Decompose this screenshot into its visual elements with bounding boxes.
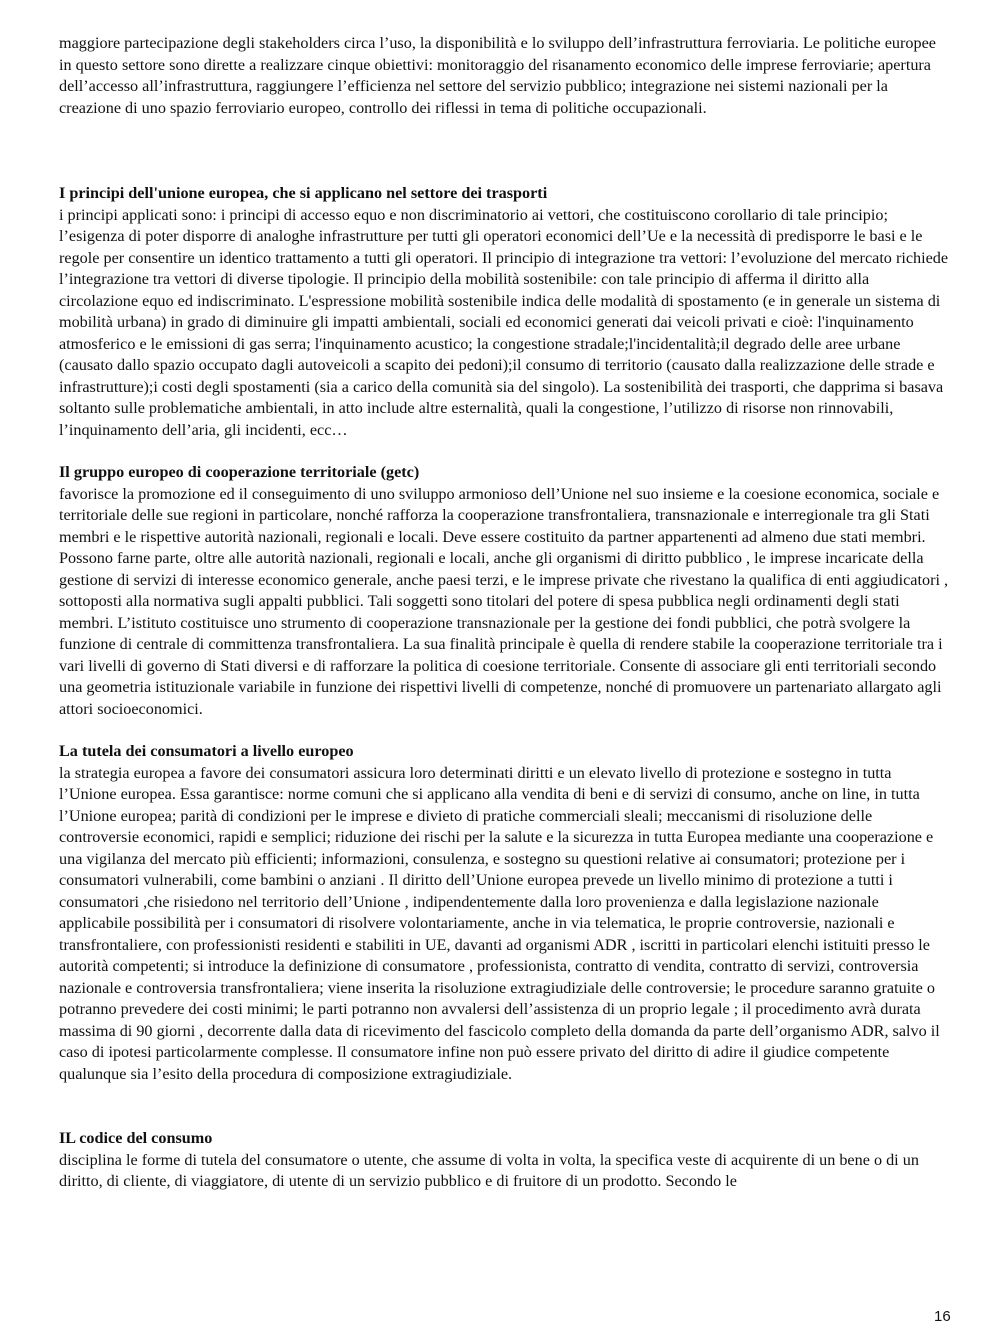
section-body-getc: favorisce la promozione ed il conseguimento di uno sviluppo armonioso dell’Unione nel suo insieme e la coesione economica, sociale e territoriale delle sue regioni in particolare, nonché rafforza la cooperazione transfrontaliera, transnazionale e interregionale tra gli Stati membri e le rispettive autorità nazionali, regionali e locali. Deve essere costituito da partner appartenenti ad almeno due stati membri. Possono farne parte, oltre alle autorità nazionali, regionali e locali, anche gli organismi di diritto pubblico , le imprese incaricate della gestione di servizi di interesse economico generale, anche paesi terzi, e le imprese private che rivestano la qualifica di enti aggiudicatori , sottoposti alla normativa sugli appalti pubblici. Tali soggetti sono titolari del potere di spesa pubblica negli ordinamenti degli stati membri. L’istituto costituisce uno strumento di cooperazione transnazionale per la gestione dei fondi pubblici, che potrà svolgere la funzione di centrale di committenza transfrontaliera. La sua finalità principale è quella di rendere stabile la cooperazione territoriale tra i vari livelli di governo di Stati diversi e di rafforzare la politica di coesione territoriale. Consente di associare gli enti territoriali secondo una geometria istituzionale variabile in funzione dei rispettivi livelli di competenze, nonché di promuovere un partenariato allargato agli attori socioeconomici.: [59, 484, 949, 718]
section-spacer: [59, 720, 951, 741]
section-body-trasporti: i principi applicati sono: i principi di accesso equo e non discriminatorio ai vettori, che costituiscono corollario di tale principio; l’esigenza di poter disporre di analoghe infrastrutture per tutti gli operatori economici dell’Ue e la necessità di predisporre le basi e le regole per consentire un identico trattamento a tutti gli operatori. Il principio di integrazione tra vettori: l’evoluzione del mercato richiede l’integrazione tra vettori di diverse tipologie. Il principio della mobilità sostenibile: con tale principio di afferma il diritto alla circolazione equo ed indiscriminato. L'espressione mobilità sostenibile indica delle modalità di spostamento (e in generale un sistema di mobilità urbana) in grado di diminuire gli impatti ambientali, sociali ed economici generati dai veicoli privati e cioè: l'inquinamento atmosferico e le emissioni di gas serra; l'inquinamento acustico; la congestione stradale;l'incidentalità;il degrado delle aree urbane (causato dallo spazio occupato dagli autoveicoli a scapito dei pedoni);il consumo di territorio (causato dalla realizzazione delle strade e infrastrutture);i costi degli spostamenti (sia a carico della comunità sia del singolo). La sostenibilità dei trasporti, che dapprima si basava soltanto sulle problematiche ambientali, in atto include altre esternalità, quali la congestione, l’utilizzo di risorse non rinnovabili, l’inquinamento dell’aria, gli incidenti, ecc…: [59, 205, 949, 439]
intro-paragraph: maggiore partecipazione degli stakeholders circa l’uso, la disponibilità e lo sviluppo dell’infrastruttura ferroviaria. Le politiche europee in questo settore sono dirette a realizzare cinque obiettivi: monitoraggio del risanamento economico delle imprese ferroviarie; apertura dell’accesso all’infrastruttura, raggiungere l’efficienza nel settore del servizio pubblico; integrazione nei sistemi nazionali per la creazione di uno spazio ferroviario europeo, controllo dei riflessi in tema di politiche occupazionali.: [59, 34, 936, 117]
section-body-codice-consumo: disciplina le forme di tutela del consumatore o utente, che assume di volta in volta, la specifica veste di acquirente di un bene o di un diritto, di cliente, di viaggiatore, di utente di un servizio pubblico e di fruitore di un prodotto. Secondo le: [59, 1150, 919, 1190]
section-heading-trasporti: I principi dell'unione europea, che si applicano nel settore dei trasporti: [59, 184, 548, 202]
section-spacer: [59, 441, 951, 462]
page-number: 16: [934, 1308, 951, 1325]
section-heading-codice-consumo: IL codice del consumo: [59, 1129, 213, 1147]
section-heading-getc: Il gruppo europeo di cooperazione territoriale (getc): [59, 463, 420, 481]
page-content: [59, 33, 951, 1193]
section-spacer: [59, 1085, 951, 1128]
section-heading-consumatori: La tutela dei consumatori a livello europeo: [59, 742, 354, 760]
section-spacer: [59, 119, 951, 183]
section-body-consumatori: la strategia europea a favore dei consumatori assicura loro determinati diritti e un elevato livello di protezione e sostegno in tutta l’Unione europea. Essa garantisce: norme comuni che si applicano alla vendita di beni e di servizi di consumo, anche on line, in tutta l’Unione europea; parità di condizioni per le imprese e divieto di pratiche commerciali sleali; meccanismi di risoluzione delle controversie economici, rapidi e semplici; riduzione dei rischi per la salute e la sicurezza in tutta Europea mediante una cooperazione e una vigilanza del mercato più efficienti; informazioni, consulenza, e sostegno su questioni relative ai consumatori; protezione per i consumatori vulnerabili, come bambini o anziani . Il diritto dell’Unione europea prevede un livello minimo di protezione a tutti i consumatori ,che risiedono nel territorio dell’Unione , indipendentemente dalla loro provenienza e dalla legislazione nazionale applicabile possibilità per i consumatori di risolvere volontariamente, anche in via telematica, le proprie controversie, nazionali e transfrontaliere, con professionisti residenti e stabiliti in UE, davanti ad organismi ADR , iscritti in particolari elenchi istituiti presso le autorità competenti; si introduce la definizione di consumatore , professionista, contratto di vendita, contratto di servizi, controversia nazionale e controversia transfrontaliera; viene inserita la risoluzione extragiudiziale delle controversie; le procedure saranno gratuite o potranno prevedere dei costi minimi; le parti potranno non avvalersi dell’assistenza di un proprio legale ; il procedimento avrà durata massima di 90 giorni , decorrente dalla data di ricevimento del fascicolo completo della domanda da parte dell’organismo ADR, salvo il caso di ipotesi particolarmente complesse. Il consumatore infine non può essere privato del diritto di adire il giudice competente qualunque sia l’esito della procedura di composizione extragiudiziale.: [59, 763, 940, 1083]
